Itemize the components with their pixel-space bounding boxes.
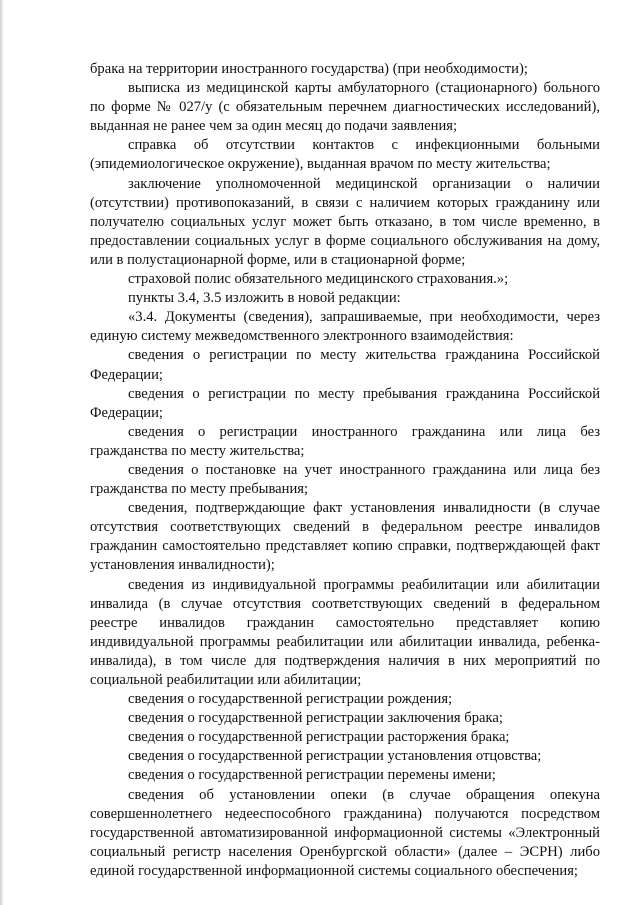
paragraph-18: сведения о государственной регистрации перемены имени; [128,767,496,784]
paragraph-19: сведения об установлении опеки (в случае обращения опекуна совершеннолетнего недееспособного гражданина) получаются посредством государственной автоматизированной информационной системы «Электронный социальный регистр населения Оренбургской области» (далее – ЭСРН) либо единой государственной информационной системы социального обеспечения; [90,786,600,879]
paragraph-10: сведения о регистрации иностранного гражданина или лица без гражданства по месту жительства; [90,423,600,459]
paragraph-14: сведения о государственной регистрации рождения; [128,691,453,708]
paragraph-2: выписка из медицинской карты амбулаторного (стационарного) больного по форме № 027/у (с обязательным перечнем диагностических исследований), выданная не ранее чем за один месяц до подачи заявления; [90,80,600,135]
paragraph-13: сведения из индивидуальной программы реабилитации или абилитации инвалида (в случае отсутствия соответствующих сведений в федеральном реестре инвалидов гражданин самостоятельно представляет копию индивидуальной программы реабилитации или абилитации инвалида, ребенка-инвалида), в том числе для подтверждения наличия в них мероприятий по социальной реабилитации или абилитации; [90,576,600,688]
paragraph-11: сведения о постановке на учет иностранного гражданина или лица без гражданства по месту пребывания; [90,461,600,498]
paragraph-12: сведения, подтверждающие факт установления инвалидности (в случае отсутствия соответствующих сведений в федеральном реестре инвалидов гражданин самостоятельно представляет копию справки, подтверждающей факт установления инвалидности); [90,500,600,574]
paragraph-9: сведения о регистрации по месту пребывания гражданина Российской Федерации; [90,385,600,421]
scan-edge-shadow [0,0,4,905]
document-body [90,60,600,881]
paragraph-5: страховой полис обязательного медицинского страхования.»; [128,271,509,288]
paragraph-8: сведения о регистрации по месту жительства гражданина Российской Федерации; [90,347,600,383]
paragraph-4: заключение уполномоченной медицинской организации о наличии (отсутствии) противопоказаний, в связи с наличием которых гражданину или получателю социальных услуг может быть отказано, в том числе временно, в предоставлении социальных услуг в форме социального обслуживания на дому, или в полустационарной форме, или в стационарной форме; [90,175,600,268]
paragraph-16: сведения о государственной регистрации расторжения брака; [128,729,510,746]
paragraph-1: брака на территории иностранного государства) (при необходимости); [90,61,528,77]
paragraph-7: «3.4. Документы (сведения), запрашиваемые, при необходимости, через единую систему межведомственного электронного взаимодействия: [90,309,600,345]
paragraph-17: сведения о государственной регистрации установления отцовства; [128,748,542,765]
paragraph-3: справка об отсутствии контактов с инфекционными больными (эпидемиологическое окружение), выданная врачом по месту жительства; [90,137,600,173]
paragraph-6: пункты 3.4, 3.5 изложить в новой редакции: [128,290,401,307]
paragraph-15: сведения о государственной регистрации заключения брака; [128,710,503,727]
